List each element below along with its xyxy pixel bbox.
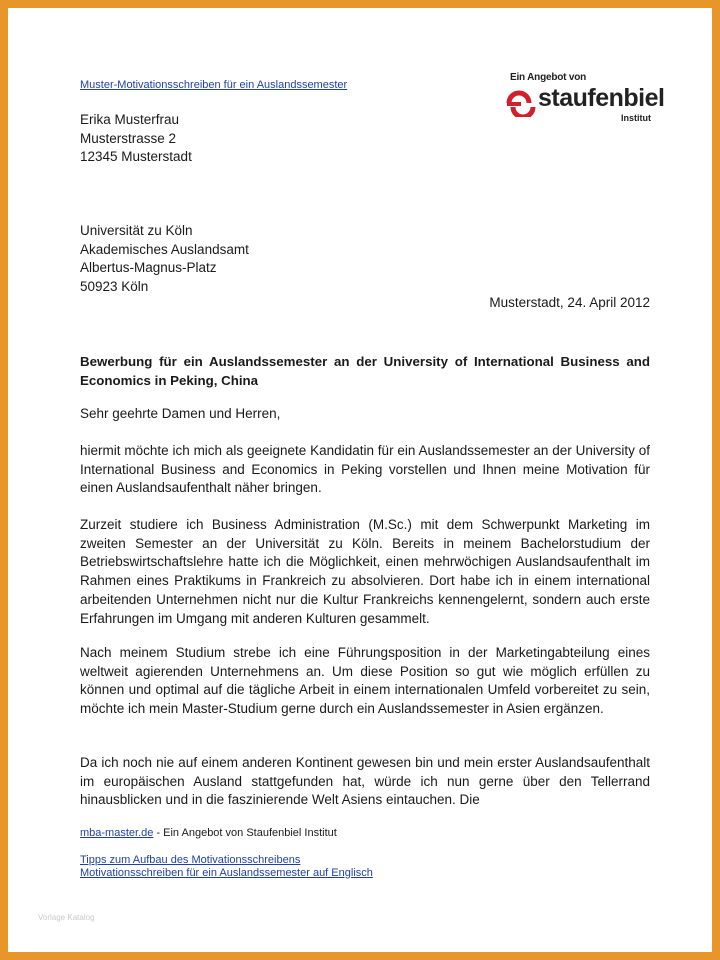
footer-text: - Ein Angebot von Staufenbiel Institut [153,827,337,839]
recipient-line: Albertus-Magnus-Platz [80,260,217,276]
watermark: Vorlage Katalog [38,913,95,922]
salutation: Sehr geehrte Damen und Herren, [80,406,281,421]
document-page [8,8,712,952]
sender-address [80,111,192,167]
letter-subject: Bewerbung für ein Auslandssemester an der University of International Business and Economics in Peking, China [80,354,650,388]
recipient-line: Universität zu Köln [80,223,193,238]
sender-street: Musterstrasse 2 [80,130,177,146]
recipient-address [80,222,249,297]
site-link[interactable]: mba-master.de [80,827,154,839]
body-paragraph: hiermit möchte ich mich als geeignete Kandidatin für ein Auslandssemester an der University of International Business and Economics in Peking vorstellen und Ihnen meine Motivation für einen Auslandsaufenthalt näher bringen. [80,443,650,496]
recipient-line: 50923 Köln [80,279,149,295]
tips-link[interactable]: Tipps zum Aufbau des Motivationsschreibens [80,854,301,866]
logo-brand: staufenbiel [538,84,665,112]
footer-links [80,854,373,880]
body-paragraph: Zurzeit studiere ich Business Administration (M.Sc.) mit dem Schwerpunkt Marketing im zweiten Semester an der Universität zu Köln. Bereits in meinem Bachelorstudium der Betriebswirtschaftslehre hatte ich die Möglichkeit, einen mehrwöchigen Auslandsaufenthalt im Rahmen eines Praktikums in Frankreich zu absolvieren. Dort habe ich in einem international arbeitenden Unternehmen nicht nur die Kultur Frankreichs kennengelernt, sondern auch erste Erfahrungen im Umgang mit anderen Kulturen gesammelt. [80,517,650,626]
body-paragraph: Nach meinem Studium strebe ich eine Führungsposition in der Marketingabteilung eines weltweit agierenden Unternehmens an. Um diese Position so gut wie möglich erfüllen zu können und optimal auf die tägliche Arbeit in einem internationalen Umfeld vorbereitet zu sein, möchte ich mein Master-Studium gerne durch ein Auslandssemester in Asien ergänzen. [80,645,650,717]
logo-tagline: Ein Angebot von [510,72,587,83]
sender-name: Erika Musterfrau [80,112,180,127]
title-link[interactable]: Muster-Motivationsschreiben für ein Auslandssemester [80,79,348,91]
body-paragraph: Da ich noch nie auf einem anderen Kontinent gewesen bin und mein erster Auslandsaufenthalt im europäischen Ausland stattgefunden hat, würde ich nun gerne über den Tellerrand hinausblicken und in die faszinierende Welt Asiens eintauchen. Die [80,755,650,808]
logo-sub: Institut [621,113,651,123]
staufenbiel-logo-mark-icon [505,89,539,117]
recipient-line: Akademisches Auslandsamt [80,241,249,257]
footer-source [80,827,337,839]
sender-city: 12345 Musterstadt [80,149,192,165]
letter-date: Musterstadt, 24. April 2012 [489,295,650,310]
english-version-link[interactable]: Motivationsschreiben für ein Auslandssemester auf Englisch [80,867,373,879]
staufenbiel-logo [505,72,665,128]
